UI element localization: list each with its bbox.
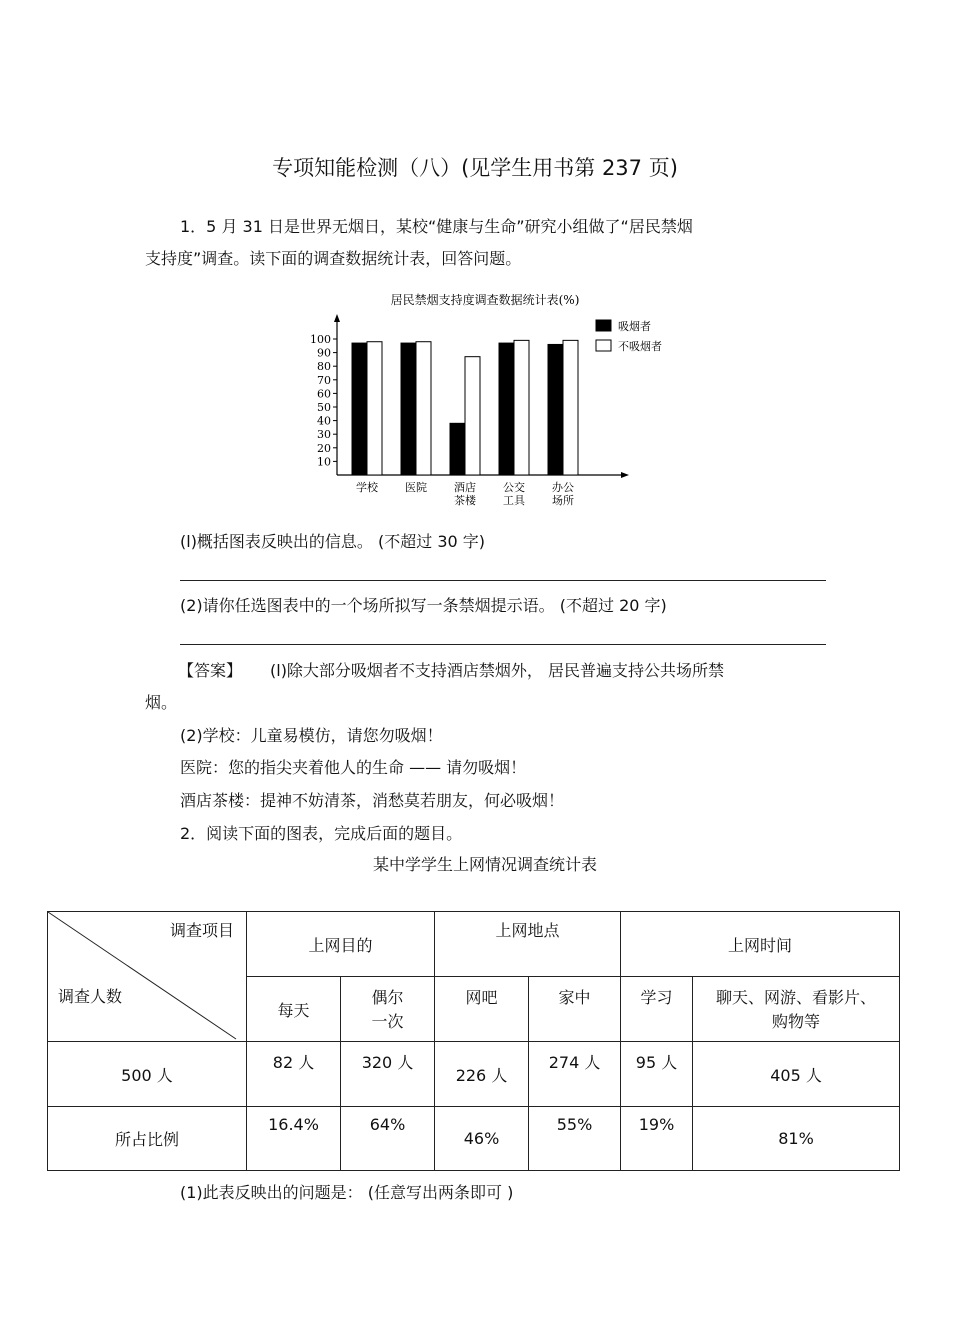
q2-sub1: (1)此表反映出的问题是： (任意写出两条即可 ) bbox=[180, 1183, 514, 1202]
y-tick-label: 10 bbox=[317, 455, 331, 469]
table-cell: 226 人 bbox=[435, 1042, 529, 1107]
answer-line3: 医院：您的指尖夹着他人的生命 —— 请勿吸烟！ bbox=[180, 758, 527, 777]
x-tick-label: 酒店 bbox=[454, 481, 476, 494]
table-title: 某中学学生上网情况调查统计表 bbox=[372, 855, 597, 874]
group-header-location: 上网地点 bbox=[435, 912, 621, 977]
group-header-purpose: 上网目的 bbox=[247, 912, 435, 977]
x-tick-label: 工具 bbox=[503, 494, 525, 507]
table-cell: 82 人 bbox=[247, 1042, 341, 1107]
subheader-study: 学习 bbox=[621, 977, 693, 1042]
bar-smoker bbox=[352, 343, 367, 475]
q1-intro-line2: 支持度”调查。读下面的调查数据统计表，回答问题。 bbox=[145, 249, 522, 268]
answer-line-2[interactable] bbox=[180, 644, 826, 645]
bar-nonsmoker bbox=[416, 342, 431, 475]
table-cell: 320 人 bbox=[341, 1042, 435, 1107]
q1-sub2: (2)请你任选图表中的一个场所拟写一条禁烟提示语。 (不超过 20 字) bbox=[180, 596, 667, 615]
subheader-entertainment: 聊天、网游、看影片、 购物等 bbox=[693, 977, 900, 1042]
x-tick-label: 公交 bbox=[503, 481, 525, 494]
y-tick-label: 30 bbox=[317, 428, 331, 442]
x-axis-arrow bbox=[621, 472, 629, 478]
legend-label: 不吸烟者 bbox=[618, 340, 662, 353]
bar-nonsmoker bbox=[563, 340, 578, 475]
table-cell: 95 人 bbox=[621, 1042, 693, 1107]
smoking-ban-bar-chart bbox=[300, 288, 662, 513]
q1-sub1: (l)概括图表反映出的信息。 (不超过 30 字) bbox=[180, 532, 486, 551]
x-tick-label: 学校 bbox=[356, 481, 378, 494]
bar-smoker bbox=[450, 423, 465, 475]
y-tick-label: 70 bbox=[317, 373, 331, 387]
q1-intro-line1: 1．5 月 31 日是世界无烟日，某校“健康与生命”研究小组做了“居民禁烟 bbox=[180, 217, 693, 236]
chart-title: 居民禁烟支持度调查数据统计表(%) bbox=[390, 293, 580, 307]
answer-line2: (2)学校：儿童易模仿，请您勿吸烟！ bbox=[180, 726, 443, 745]
table-corner-cell bbox=[48, 912, 247, 1042]
table-cell: 46% bbox=[435, 1107, 529, 1171]
table-cell: 64% bbox=[341, 1107, 435, 1171]
table-cell: 405 人 bbox=[693, 1042, 900, 1107]
y-tick-label: 50 bbox=[317, 401, 331, 414]
table-row bbox=[48, 1107, 900, 1171]
survey-table bbox=[47, 911, 900, 1171]
answer-line1-cont: 烟。 bbox=[145, 693, 178, 712]
corner-top-label: 调查项目 bbox=[169, 921, 234, 940]
table-cell: 16.4% bbox=[247, 1107, 341, 1171]
bar-nonsmoker bbox=[514, 340, 529, 475]
bar-smoker bbox=[401, 343, 416, 475]
bar-smoker bbox=[499, 343, 514, 475]
table-cell: 274 人 bbox=[529, 1042, 621, 1107]
y-tick-label: 20 bbox=[317, 441, 331, 455]
y-tick-label: 60 bbox=[317, 387, 331, 401]
table-cell: 55% bbox=[529, 1107, 621, 1171]
q2-intro: 2．阅读下面的图表，完成后面的题目。 bbox=[180, 824, 463, 843]
legend-swatch bbox=[596, 340, 611, 351]
legend-label: 吸烟者 bbox=[618, 320, 651, 333]
y-tick-label: 80 bbox=[317, 360, 331, 374]
subheader-internet-cafe: 网吧 bbox=[435, 977, 529, 1042]
x-tick-label: 场所 bbox=[552, 494, 574, 507]
group-header-time: 上网时间 bbox=[621, 912, 900, 977]
page-title: 专项知能检测（八）(见学生用书第 237 页) bbox=[272, 156, 678, 180]
x-tick-label: 茶楼 bbox=[454, 494, 476, 507]
answer-line1: (l)除大部分吸烟者不支持酒店禁烟外， 居民普遍支持公共场所禁 bbox=[270, 661, 725, 680]
subheader-home: 家中 bbox=[529, 977, 621, 1042]
table-cell: 19% bbox=[621, 1107, 693, 1171]
legend-swatch bbox=[596, 320, 611, 331]
bar-nonsmoker bbox=[367, 342, 382, 475]
x-tick-label: 办公 bbox=[552, 481, 574, 494]
corner-bottom-label: 调查人数 bbox=[58, 987, 123, 1006]
y-tick-label: 40 bbox=[317, 414, 331, 428]
bar-nonsmoker bbox=[465, 357, 480, 475]
subheader-occasional: 偶尔 一次 bbox=[341, 977, 435, 1042]
x-tick-label: 医院 bbox=[405, 481, 427, 494]
row-label-count: 500 人 bbox=[48, 1042, 247, 1107]
row-label-ratio: 所占比例 bbox=[48, 1107, 247, 1171]
answer-line4: 酒店茶楼：提神不妨清茶，消愁莫若朋友，何必吸烟！ bbox=[180, 791, 565, 810]
y-axis-arrow bbox=[334, 314, 340, 322]
y-tick-label: 90 bbox=[317, 346, 331, 360]
answer-label: 【答案】 bbox=[178, 661, 243, 680]
y-tick-label: 100 bbox=[310, 333, 331, 346]
answer-line-1[interactable] bbox=[180, 580, 826, 581]
table-row bbox=[48, 1042, 900, 1107]
bar-smoker bbox=[548, 344, 563, 475]
subheader-daily: 每天 bbox=[247, 977, 341, 1042]
table-cell: 81% bbox=[693, 1107, 900, 1171]
